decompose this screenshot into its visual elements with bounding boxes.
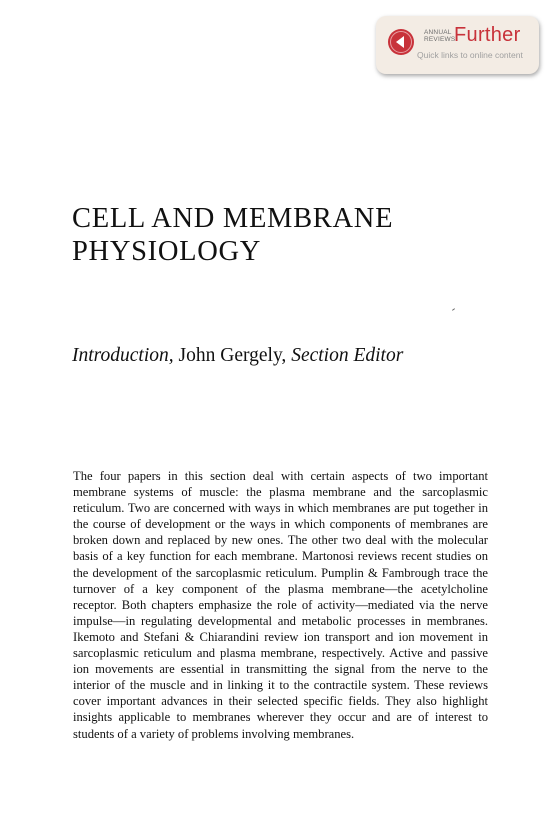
further-badge[interactable] (376, 16, 539, 74)
badge-further-text: Further (454, 24, 521, 46)
body-paragraph: The four papers in this section deal with certain aspects of two important membrane systems of muscle: the plasma membrane and the sarcoplasmic reticulum. Two are concerned with ways in which membranes are put together in the course of development or the ways in which components of membranes are broken down and replaced by new ones. The other two deal with the molecular basis of a key function for each membrane. Martonosi reviews recent studies on the development of the sarcoplasmic reticulum. Pumplin & Fambrough trace the turnover of a key component of the plasma membrane—the acetylcholine receptor. Both chapters emphasize the role of activity—mediated via the nerve impulse—in regulating developmental and metabolic processes in membranes. Ikemoto and Stefani & Chiarandini review ion transport and ion movement in sarcoplasmic reticulum and plasma membrane, respectively. Active and passive ion movements are essential in transmitting the signal from the nerve to the interior of the muscle and in linking it to the contractile system. These reviews cover important advances in their selected specific fields. They also highlight insights applicable to membranes wherever they occur and are of interest to students of a variety of problems involving membranes. (73, 469, 488, 741)
stray-mark (452, 308, 455, 311)
speaker-play-icon (387, 28, 415, 56)
badge-reviews-text: REVIEWS (424, 36, 456, 43)
introduction-line (72, 344, 502, 368)
badge-tagline: Quick links to online content (417, 50, 523, 60)
intro-label: Introduction, (72, 345, 174, 366)
section-title-line1: CELL AND MEMBRANE (72, 203, 394, 234)
section-title (72, 202, 502, 268)
editor-name: John Gergely, (178, 345, 287, 366)
editor-role: Section Editor (291, 345, 404, 366)
badge-annual-text: ANNUAL (424, 29, 452, 36)
section-title-line2: PHYSIOLOGY (72, 236, 262, 267)
